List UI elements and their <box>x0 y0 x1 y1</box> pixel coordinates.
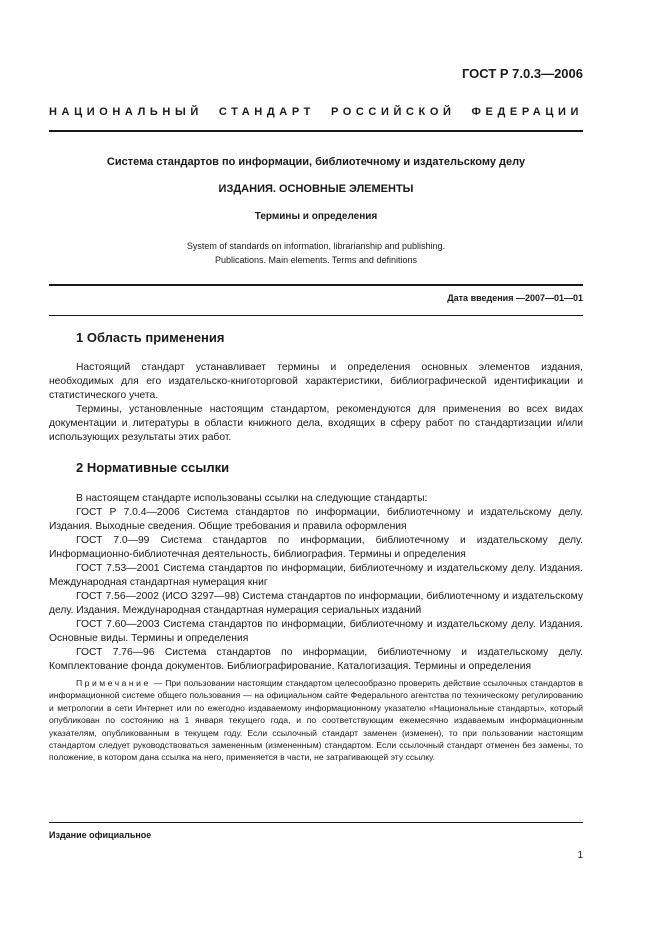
date-divider <box>49 315 583 316</box>
document-subtitle: Термины и определения <box>254 211 378 222</box>
reference-item: ГОСТ Р 7.0.4—2006 Система стандартов по информации, библиотечному и издательскому делу. Издания. Выходные сведения. Общие требования и правила оформления <box>49 507 583 532</box>
reference-item: ГОСТ 7.0—99 Система стандартов по информации, библиотечному и издательскому делу. Информационно-библиотечная деятельность, библиография. Термины и определения <box>49 535 583 560</box>
section-1-heading: 1 Область применения <box>76 330 225 345</box>
banner-word: НАЦИОНАЛЬНЫЙ <box>49 106 203 118</box>
english-title-line: Publications. Main elements. Terms and definitions <box>215 255 417 265</box>
paragraph: В настоящем стандарте использованы ссылки на следующие стандарты: <box>76 493 428 504</box>
section-2-body <box>49 492 583 674</box>
reference-item: ГОСТ 7.76—96 Система стандартов по информации, библиотечному и издательскому делу. Комплектование фонда документов. Библиографирование. Каталогизация. Термины и определения <box>49 647 583 672</box>
note-label: Примечание <box>76 678 151 688</box>
title-divider <box>49 284 583 286</box>
section-2-heading: 2 Нормативные ссылки <box>76 460 230 475</box>
english-title <box>49 239 583 267</box>
note-text: — При пользовании настоящим стандартом целесообразно проверить действие ссылочных стандартов в информационной системе общего пользования — на официальном сайте Федерального агентства по техническому регулированию и метрологии в сети Интернет или по ежегодно издаваемому информационному указателю «Национальные стандарты», который опубликован по состоянию на 1 января текущего года, и по соответствующим ежемесячно издаваемым информационным указателям, опубликованным в текущем году. Если ссылочный стандарт заменен (изменен), то при пользовании настоящим стандартом следует руководствоваться замененным (измененным) стандартом. Если ссылочный стандарт отменен без замены, то положение, в котором дана ссылка на него, применяется в части, не затрагивающей эту ссылку. <box>49 678 583 763</box>
document-code: ГОСТ Р 7.0.3—2006 <box>461 66 583 81</box>
note-block <box>49 677 583 764</box>
header-divider <box>49 130 583 132</box>
edition-label: Издание официальное <box>49 830 152 840</box>
banner-word: ФЕДЕРАЦИИ <box>471 106 583 118</box>
document-title: ИЗДАНИЯ. ОСНОВНЫЕ ЭЛЕМЕНТЫ <box>218 183 414 195</box>
effective-date: Дата введения —2007—01—01 <box>447 293 583 303</box>
standards-series: Система стандартов по информации, библиотечному и издательскому делу <box>106 156 526 168</box>
note-paragraph <box>49 677 583 764</box>
banner-word: РОССИЙСКОЙ <box>330 106 456 118</box>
paragraph: Термины, установленные настоящим стандартом, рекомендуются для применения во всех видах документации и литературы в области книжного дела, входящих в сферу работ по стандартизации и/или использующих результаты этих работ. <box>49 404 583 443</box>
section-1-body <box>49 361 583 445</box>
banner-word: СТАНДАРТ <box>218 106 315 118</box>
reference-item: ГОСТ 7.56—2002 (ИСО 3297—98) Система стандартов по информации, библиотечному и издательскому делу. Издания. Международная стандартная нумерация сериальных изданий <box>49 591 583 616</box>
paragraph: Настоящий стандарт устанавливает термины и определения основных элементов издания, необходимых для его издательско-книготорговой характеристики, библиографической идентификации и статистического учета. <box>49 362 583 401</box>
reference-item: ГОСТ 7.53—2001 Система стандартов по информации, библиотечному и издательскому делу. Издания. Международная стандартная нумерация книг <box>49 563 583 588</box>
footer-divider <box>49 822 583 823</box>
english-title-line: System of standards on information, librarianship and publishing. <box>186 241 446 251</box>
reference-item: ГОСТ 7.60—2003 Система стандартов по информации, библиотечному и издательскому делу. Издания. Основные виды. Термины и определения <box>49 619 583 644</box>
page-number: 1 <box>577 850 583 861</box>
national-standard-banner <box>49 106 583 118</box>
